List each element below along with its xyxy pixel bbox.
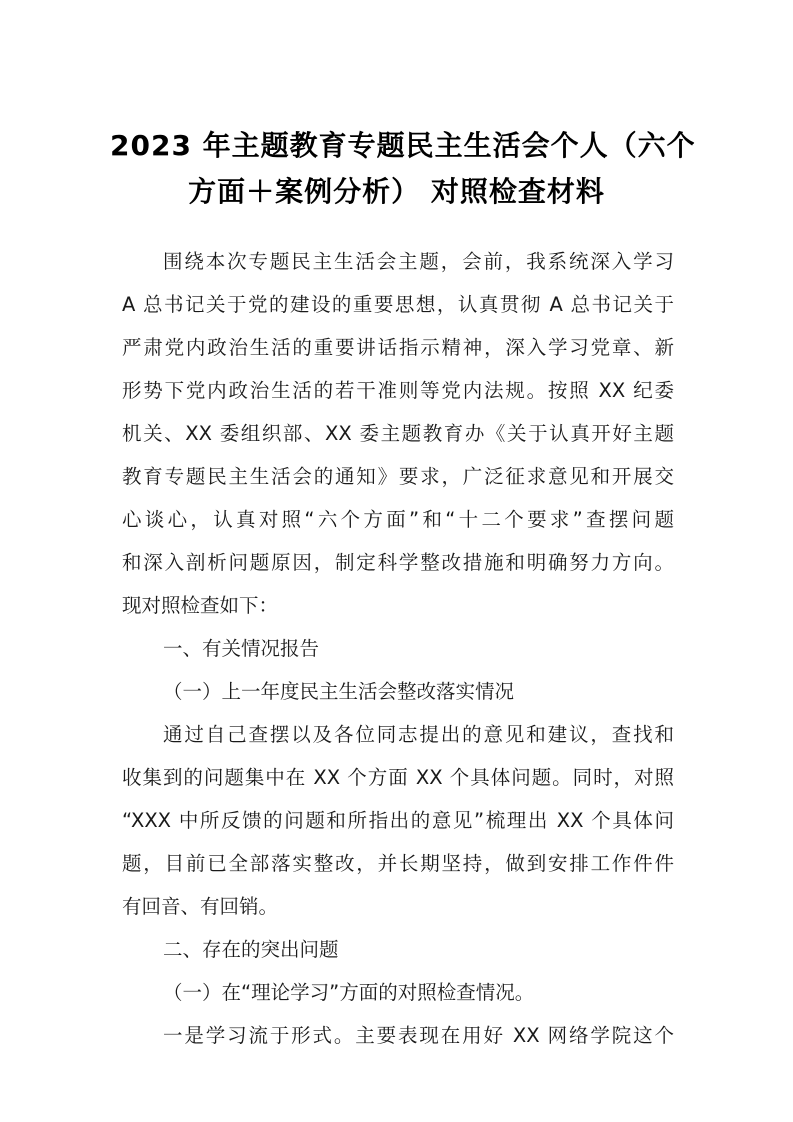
paragraph-line: 一是学习流于形式。主要表现在用好 XX 网络学院这个 [163, 1024, 674, 1047]
paragraph-line: 有回音、有回销。 [122, 895, 279, 918]
paragraph-line: 现对照检查如下： [122, 594, 279, 617]
paragraph-line: 严肃党内政治生活的重要讲话指示精神，深入学习党章、新 [122, 336, 674, 359]
document-title-line-2: 方面＋案例分析） 对照检查材料 [188, 175, 605, 208]
paragraph-line: 围绕本次专题民主生活会主题，会前，我系统深入学习 [163, 250, 674, 273]
paragraph-line: “XXX 中所反馈的问题和所指出的意见”梳理出 XX 个具体问 [122, 809, 674, 832]
paragraph-line: 题，目前已全部落实整改，并长期坚持，做到安排工作件件 [122, 852, 674, 875]
subsection-heading: （一）上一年度民主生活会整改落实情况 [163, 680, 515, 703]
paragraph-line: 心谈心，认真对照“六个方面”和“十二个要求”查摆问题 [122, 508, 674, 531]
subsection-heading: （一）在“理论学习”方面的对照检查情况。 [163, 981, 535, 1004]
section-heading: 二、存在的突出问题 [163, 938, 339, 961]
paragraph-line: 形势下党内政治生活的若干准则等党内法规。按照 XX 纪委 [122, 379, 674, 402]
document-title-line-1: 2023 年主题教育专题民主生活会个人（六个 [110, 129, 696, 162]
paragraph-line: 通过自己查摆以及各位同志提出的意见和建议，查找和 [163, 723, 674, 746]
paragraph-line: A 总书记关于党的建设的重要思想，认真贯彻 A 总书记关于 [122, 293, 674, 316]
section-heading: 一、有关情况报告 [163, 637, 320, 660]
paragraph-line: 和深入剖析问题原因，制定科学整改措施和明确努力方向。 [122, 551, 674, 574]
paragraph-line: 机关、XX 委组织部、XX 委主题教育办《关于认真开好主题 [122, 422, 674, 445]
paragraph-line: 收集到的问题集中在 XX 个方面 XX 个具体问题。同时，对照 [122, 766, 674, 789]
paragraph-line: 教育专题民主生活会的通知》要求，广泛征求意见和开展交 [122, 465, 674, 488]
